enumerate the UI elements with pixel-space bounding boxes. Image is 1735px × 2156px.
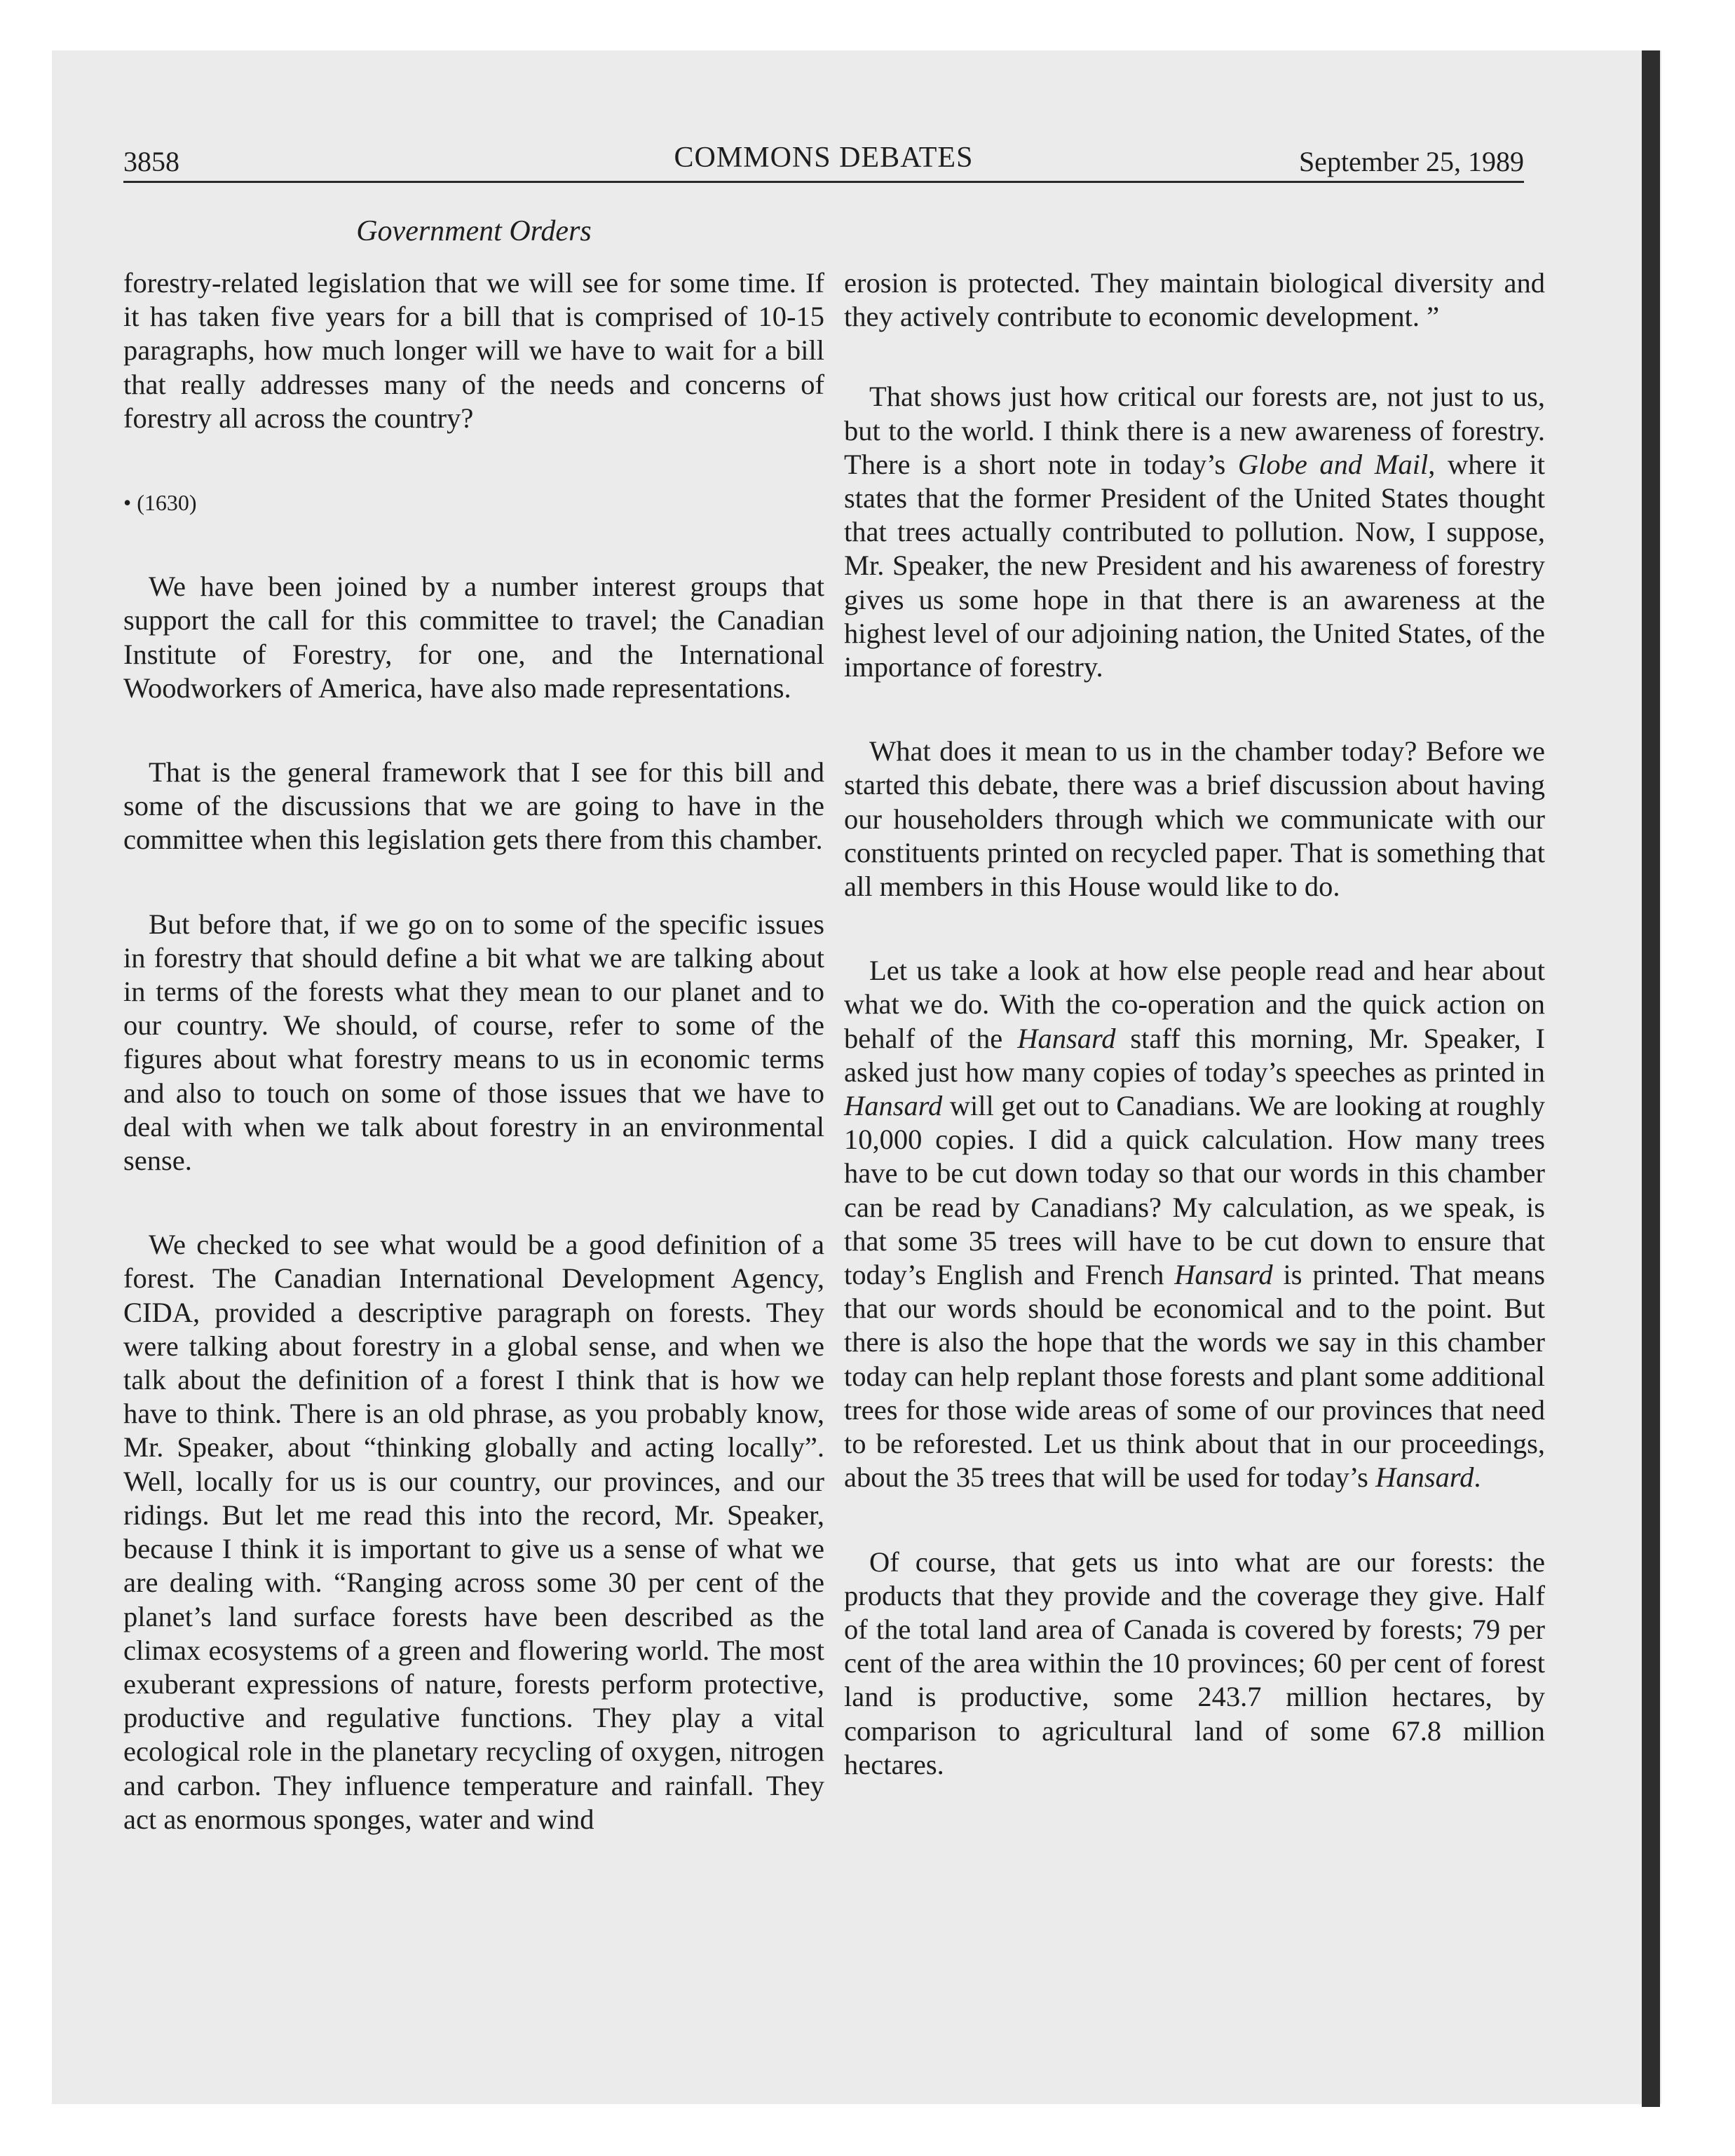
section-heading: Government Orders — [356, 215, 592, 247]
paragraph-text: is printed. That means that our words should be economical and to the point. But there is also the hope that the words we say in this chamber today can help replant those forests and plant some additional trees for those wide areas of some of our provinces that need to be reforested. Let us think about that in our proceedings, about the 35 trees that will be used for today’s — [844, 1259, 1545, 1494]
page-number: 3858 — [123, 146, 179, 177]
paragraph-text: staff this morning, Mr. Speaker, I asked just how many copies of today’s speeches as printed in — [844, 1022, 1545, 1088]
paragraph: forestry-related legislation that we will see for some time. If it has taken five years for a bill that is comprised of 10-15 paragraphs, how much longer will we have to wait for a bill that really addresses many of the needs and concerns of forestry all across the country? — [123, 267, 824, 434]
paragraph-text: , where it states that the former President of the United States thought that trees actually contributed to pollution. Now, I suppose, Mr. Speaker, the new President and his awareness of forestry gives us some hope in that there is an awareness at the highest level of our adjoining nation, the United States, of the importance of forestry. — [844, 448, 1546, 683]
scan-edge-bar — [1642, 50, 1660, 2107]
paragraph: But before that, if we go on to some of the specific issues in forestry that should define a bit what we are talking about in terms of the forests what they mean to our planet and to our country. We should, of course, refer to some of the figures about what forestry means to us in economic terms and also to touch on some of those issues that we have to deal with when we talk about forestry in an environmental sense. — [123, 908, 824, 1177]
header-rule — [123, 181, 1524, 183]
paragraph: What does it mean to us in the chamber today? Before we started this debate, there was a brief discussion about having our householders through which we communicate with our constituents printed on recycled paper. That is something that all members in this House would like to do. — [844, 735, 1545, 903]
paragraph — [844, 380, 1545, 684]
paragraph-text: Let us take a look at how else people read and hear about what we do. With the co-operation and the quick action on behalf of the — [844, 955, 1545, 1054]
paragraph: That is the general framework that I see for this bill and some of the discussions that we are going to have in the committee when this legislation gets there from this chamber. — [123, 756, 824, 856]
publication-name: Hansard — [1375, 1461, 1474, 1494]
paragraph-text: . — [1474, 1461, 1481, 1494]
publication-date: September 25, 1989 — [1298, 146, 1524, 177]
paragraph: We checked to see what would be a good definition of a forest. The Canadian International Development Agency, CIDA, provided a descriptive paragraph on forests. They were talking about forestry in a global sense, and when we talk about the definition of a forest I think that is how we have to think. There is an old phrase, as you probably know, Mr. Speaker, about “thinking globally and acting locally”. Well, locally for us is our country, our provinces, and our ridings. But let me read this into the record, Mr. Speaker, because I think it is important to give us a sense of what we are dealing with. “Ranging across some 30 per cent of the planet’s land surface forests have been described as the climax ecosystems of a green and flowering world. The most exuberant expressions of nature, forests perform protective, productive and regulative functions. They play a vital ecological role in the planetary recycling of oxygen, nitrogen and carbon. They influence temperature and rainfall. They act as enormous sponges, water and wind — [123, 1229, 824, 1835]
paragraph: We have been joined by a number interest groups that support the call for this committee to travel; the Canadian Institute of Forestry, for one, and the International Woodworkers of America, have also made representations. — [123, 571, 824, 704]
publication-title: COMMONS DEBATES — [674, 142, 974, 174]
paragraph — [844, 954, 1545, 1494]
paragraph-text: That shows just how critical our forests are, not just to us, but to the world. I think there is a new awareness of forestry. There is a short note in today’s — [844, 381, 1545, 480]
page-header — [123, 138, 1524, 180]
paragraph: erosion is protected. They maintain biological diversity and they actively contribute to economic development. ” — [844, 267, 1545, 333]
paragraph: Of course, that gets us into what are our forests: the products that they provide and the coverage they give. Half of the total land area of Canada is covered by forests; 79 per cent of the area within the 10 provinces; 60 per cent of forest land is productive, some 243.7 million hectares, by comparison to agricultural land of some 67.8 million hectares. — [844, 1546, 1545, 1780]
publication-name: Hansard — [1174, 1259, 1273, 1291]
paragraph-text: will get out to Canadians. We are looking at roughly 10,000 copies. I did a quick calculation. How many trees have to be cut down today so that our words in this chamber can be read by Canadians? My calculation, as we speak, is that some 35 trees will have to be cut down to ensure that today’s English and French — [844, 1090, 1545, 1291]
publication-name: Hansard — [844, 1090, 943, 1122]
publication-name: Globe and Mail — [1237, 448, 1429, 480]
left-column — [123, 266, 824, 1836]
time-marker: • (1630) — [123, 490, 197, 516]
right-column — [844, 266, 1545, 1782]
publication-name: Hansard — [1017, 1022, 1116, 1054]
